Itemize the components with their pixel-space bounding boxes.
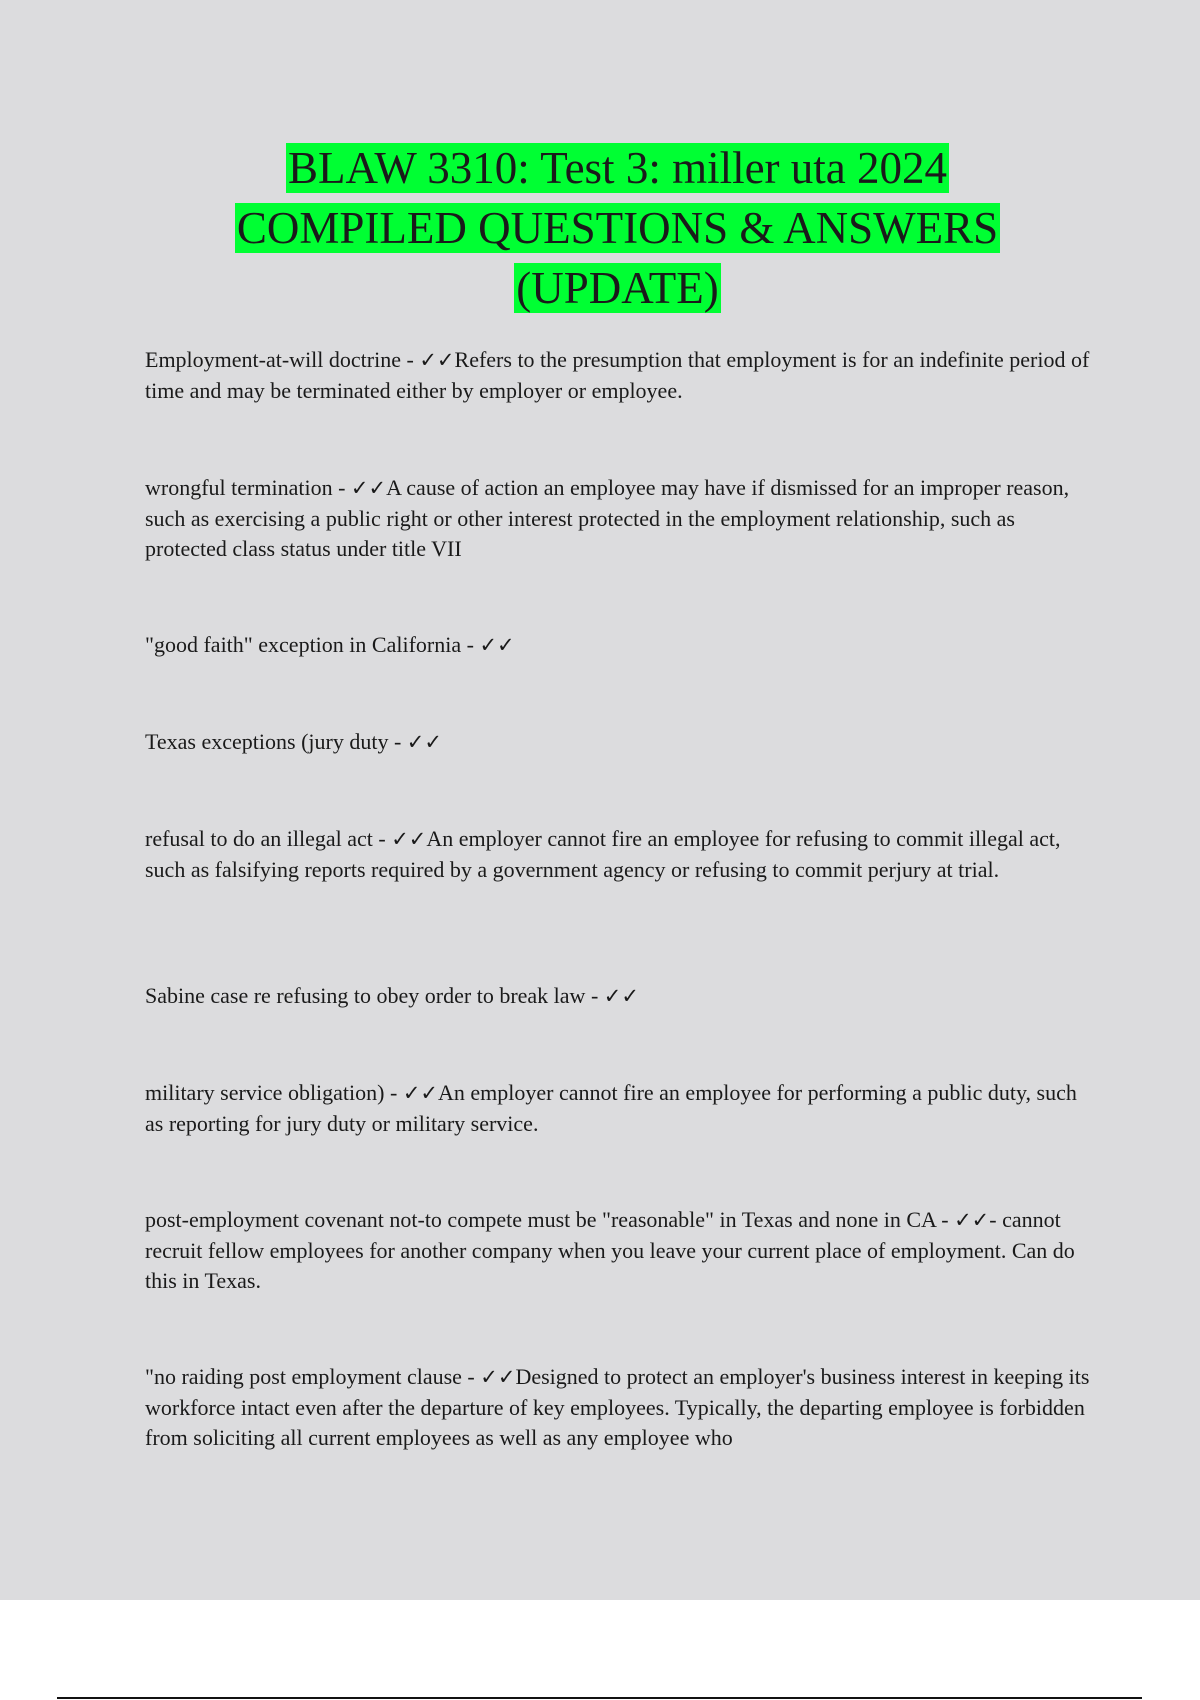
qa-answer: An employer cannot fire an employee for refusing to commit illegal act, such as falsifying reports required by a government agency or refusing to commit perjury at trial. <box>145 826 1067 882</box>
qa-entry <box>145 1362 1095 1454</box>
qa-answer: A cause of action an employee may have if dismissed for an improper reason, such as exercising a public right or other interest protected in the employment relationship, such as protected class status under title VII <box>145 475 1075 561</box>
qa-term: Texas exceptions (jury duty <box>145 729 389 754</box>
check-mark-icon: ✓✓ <box>954 1208 990 1232</box>
qa-entry <box>145 345 1095 406</box>
title-line: (UPDATE) <box>516 263 719 313</box>
qa-term: "no raiding post employment clause <box>145 1364 462 1389</box>
check-mark-icon: ✓✓ <box>406 730 442 754</box>
qa-separator: - <box>372 826 392 851</box>
qa-entry <box>145 473 1090 565</box>
qa-entry <box>145 981 1090 1012</box>
qa-answer: Designed to protect an employer's business interest in keeping its workforce intact even after the departure of key employees. Typically, the departing employee is forbidden from soliciting all current employees as well as any employee who <box>145 1364 1095 1450</box>
qa-term: military service obligation) <box>145 1080 385 1105</box>
qa-entry <box>145 1205 1090 1297</box>
footer-divider <box>57 1697 1142 1699</box>
check-mark-icon: ✓✓ <box>603 984 639 1008</box>
qa-term: refusal to do an illegal act <box>145 826 373 851</box>
qa-entry <box>145 824 1090 885</box>
qa-term: Employment-at-will doctrine <box>145 347 401 372</box>
qa-entry <box>145 727 1090 758</box>
check-mark-icon: ✓✓ <box>480 1365 516 1389</box>
qa-term: "good faith" exception in California <box>145 632 462 657</box>
title-line: COMPILED QUESTIONS & ANSWERS <box>236 203 999 253</box>
qa-separator: - <box>401 347 420 372</box>
qa-separator: - <box>384 1080 403 1105</box>
qa-entry <box>145 1078 1090 1139</box>
qa-term: post-employment covenant not-to compete must be "reasonable" in Texas and none in CA <box>145 1207 936 1232</box>
qa-separator: - <box>935 1207 955 1232</box>
qa-term: Sabine case re refusing to obey order to break law <box>145 983 586 1008</box>
check-mark-icon: ✓✓ <box>419 348 455 372</box>
check-mark-icon: ✓✓ <box>479 633 515 657</box>
document-title <box>0 138 1200 318</box>
qa-entry <box>145 630 1090 661</box>
qa-separator: - <box>461 1364 481 1389</box>
qa-separator: - <box>388 729 407 754</box>
qa-answer: An employer cannot fire an employee for performing a public duty, such as reporting for jury duty or military service. <box>145 1080 1083 1136</box>
title-line: BLAW 3310: Test 3: miller uta 2024 <box>287 143 948 193</box>
check-mark-icon: ✓✓ <box>391 827 427 851</box>
check-mark-icon: ✓✓ <box>402 1081 439 1105</box>
qa-answer: Refers to the presumption that employment is for an indefinite period of time and may be terminated either by employer or employee. <box>145 347 1095 403</box>
qa-separator: - <box>461 632 480 657</box>
qa-term: wrongful termination <box>145 475 333 500</box>
qa-separator: - <box>585 983 604 1008</box>
qa-separator: - <box>332 475 351 500</box>
qa-answer: - cannot recruit fellow employees for another company when you leave your current place of employment. Can do this in Texas. <box>145 1207 1081 1293</box>
check-mark-icon: ✓✓ <box>350 476 387 500</box>
